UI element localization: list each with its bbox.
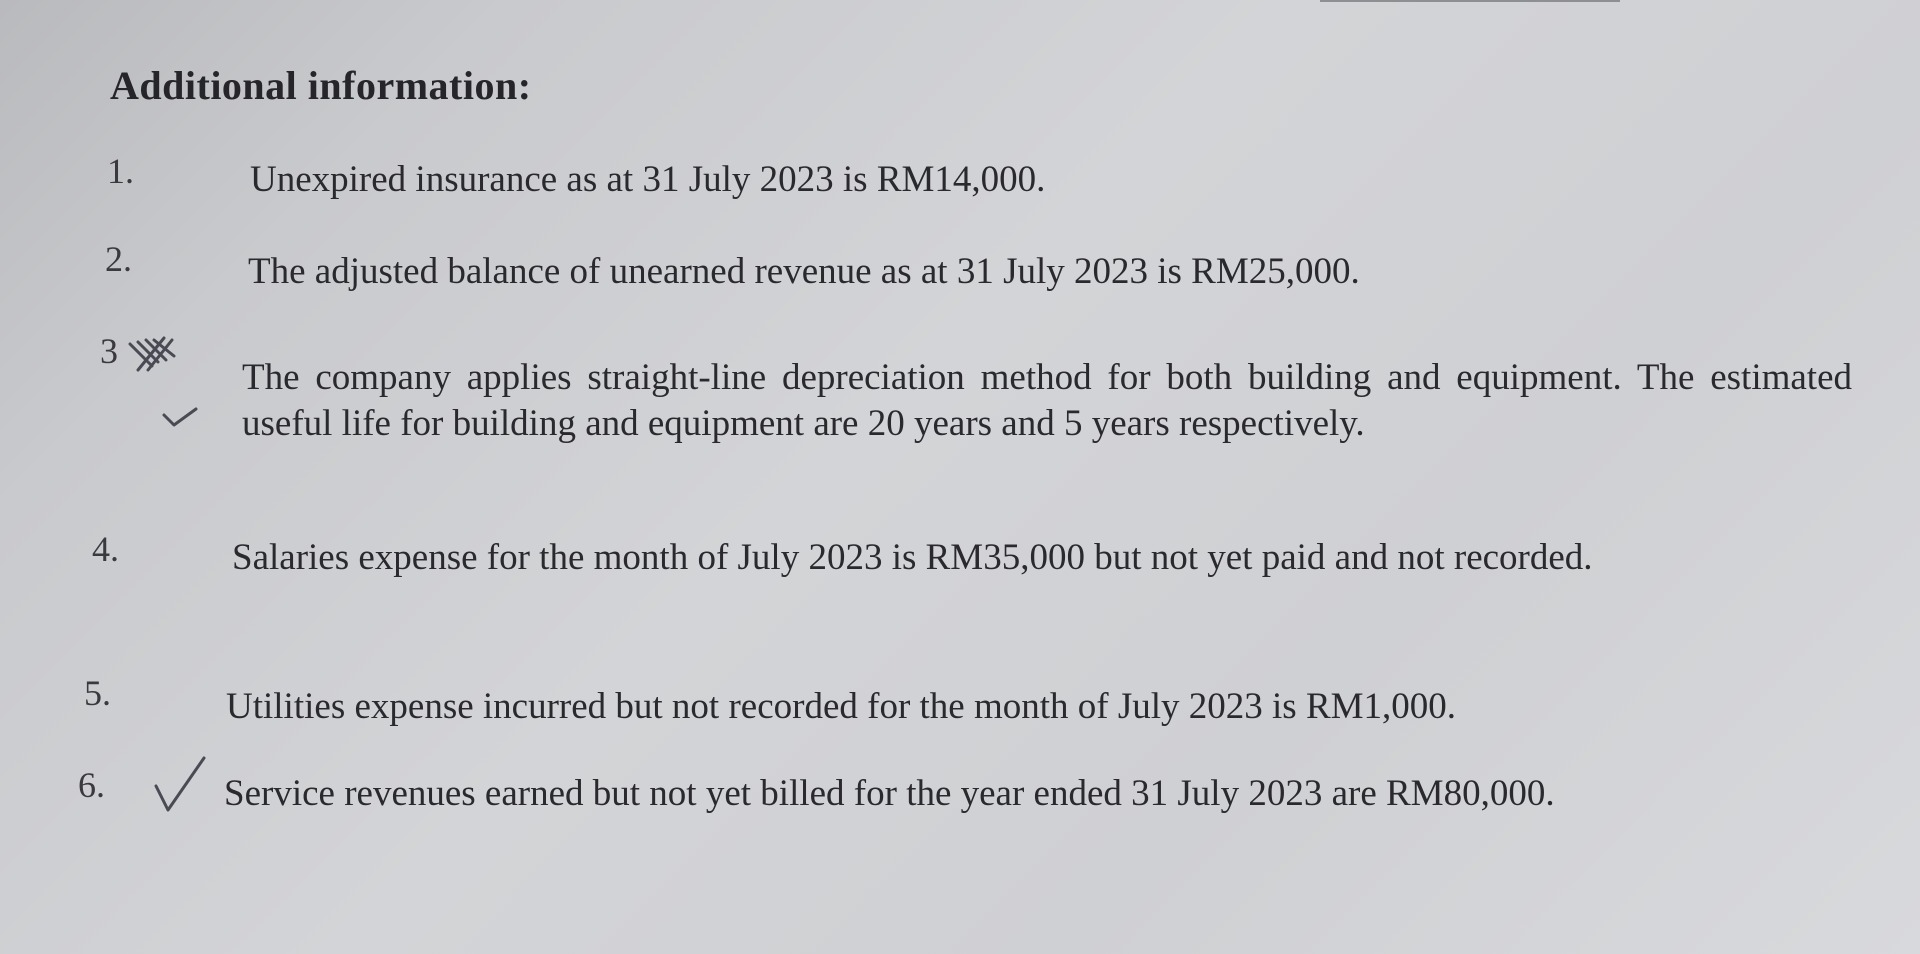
item-number: 2. bbox=[105, 239, 132, 279]
checkmark-icon bbox=[150, 752, 210, 816]
section-heading: Additional information: bbox=[110, 63, 532, 108]
item-number: 4. bbox=[92, 529, 119, 569]
item-text: Utilities expense incurred but not recorded for the month of July 2023 is RM1,000. bbox=[226, 686, 1457, 727]
item-text: The adjusted balance of unearned revenue as at 31 July 2023 is RM25,000. bbox=[248, 251, 1360, 292]
page-edge-line bbox=[1320, 0, 1620, 2]
scribble-mark-icon bbox=[124, 336, 196, 376]
item-number: 6. bbox=[78, 765, 105, 805]
item-number: 3 bbox=[100, 331, 118, 371]
item-text: Service revenues earned but not yet billed for the year ended 31 July 2023 are RM80,000. bbox=[224, 773, 1555, 814]
item-text: Salaries expense for the month of July 2023 is RM35,000 but not yet paid and not recorded. bbox=[232, 537, 1593, 578]
item-text: Unexpired insurance as at 31 July 2023 is RM14,000. bbox=[250, 159, 1046, 200]
item-number: 5. bbox=[84, 673, 111, 713]
item-number: 1. bbox=[107, 151, 134, 191]
item-text: The company applies straight-line depreciation method for both building and equipment. The estimated useful life for building and equipment are 20 years and 5 years respectively. bbox=[242, 357, 1852, 444]
checkmark-icon bbox=[160, 405, 200, 429]
